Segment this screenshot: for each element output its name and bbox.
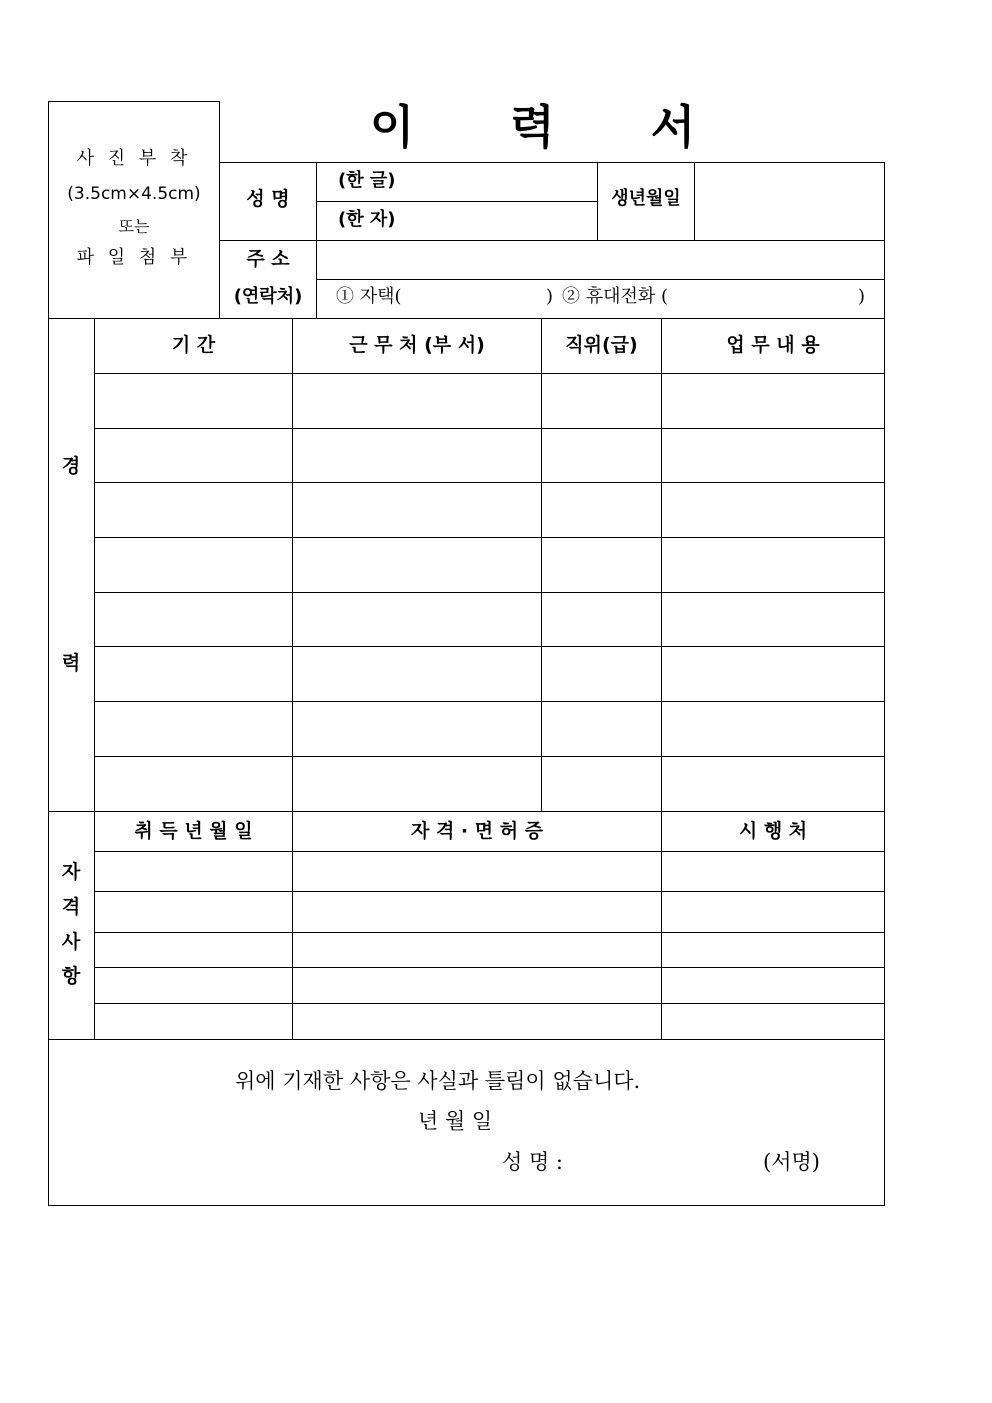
qual-header-issuer: 시 행 처 — [738, 820, 808, 842]
qual-bottom — [48, 1039, 885, 1040]
photo-line-4: 파 일 첨 부 — [76, 247, 192, 268]
career-header-duties: 업 무 내 용 — [726, 334, 820, 356]
qual-header-date: 취 득 년 월 일 — [134, 820, 253, 842]
declaration-sign-label: 성 명 : — [502, 1150, 563, 1174]
photo-line-2: (3.5cm×4.5cm) — [67, 184, 201, 204]
contact-label: (연락처) — [233, 286, 303, 307]
photo-top — [48, 101, 220, 102]
home-phone-field[interactable] — [420, 281, 542, 316]
birth-label: 생년월일 — [611, 188, 681, 209]
address-label: 주 소 — [246, 248, 290, 270]
signature-field[interactable] — [600, 1146, 758, 1180]
career-header-workplace: 근 무 처 (부 서) — [349, 334, 485, 356]
qual-table-body[interactable] — [95, 852, 884, 1039]
qual-side-label-1: 자 — [61, 861, 81, 883]
photo-line-1: 사 진 부 착 — [76, 148, 192, 169]
career-table-body[interactable] — [95, 374, 884, 811]
qual-side-label-3: 사 — [61, 931, 81, 953]
personal-bottom — [48, 318, 885, 319]
mobile-phone-field[interactable] — [690, 281, 854, 316]
contact-mobile-close: ) — [858, 286, 866, 307]
qual-header-license: 자 격 · 면 허 증 — [410, 820, 544, 842]
career-side-label-top: 경 — [61, 455, 81, 477]
frame-bottom — [48, 1205, 885, 1206]
name-label: 성 명 — [246, 188, 290, 210]
page-title: 이 력 서 — [369, 100, 736, 154]
qual-side-label-4: 항 — [61, 965, 81, 987]
declaration-sign-mark: (서명) — [763, 1150, 820, 1174]
qual-side-label-2: 격 — [61, 896, 81, 918]
address-field[interactable] — [317, 241, 884, 278]
name-hanja-field[interactable] — [410, 202, 596, 239]
contact-home-close: ) — [546, 286, 554, 307]
name-hangul-field[interactable] — [410, 163, 596, 200]
career-header-position: 직위(급) — [565, 334, 638, 356]
career-header-period: 기 간 — [171, 334, 216, 356]
declaration-date: 년 월 일 — [418, 1109, 493, 1133]
name-hangul-label: (한 글) — [338, 170, 396, 191]
address-divider — [316, 279, 885, 280]
photo-line-3: 또는 — [118, 217, 150, 236]
name-hanja-label: (한 자) — [338, 209, 396, 230]
birth-field[interactable] — [695, 163, 884, 240]
career-bottom — [48, 811, 885, 812]
declaration-statement: 위에 기재한 사항은 사실과 틀림이 없습니다. — [235, 1069, 641, 1093]
contact-home-label: ① 자택( — [336, 286, 402, 307]
career-side-label-bottom: 력 — [61, 652, 81, 674]
contact-mobile-label: ② 휴대전화 ( — [562, 286, 669, 307]
